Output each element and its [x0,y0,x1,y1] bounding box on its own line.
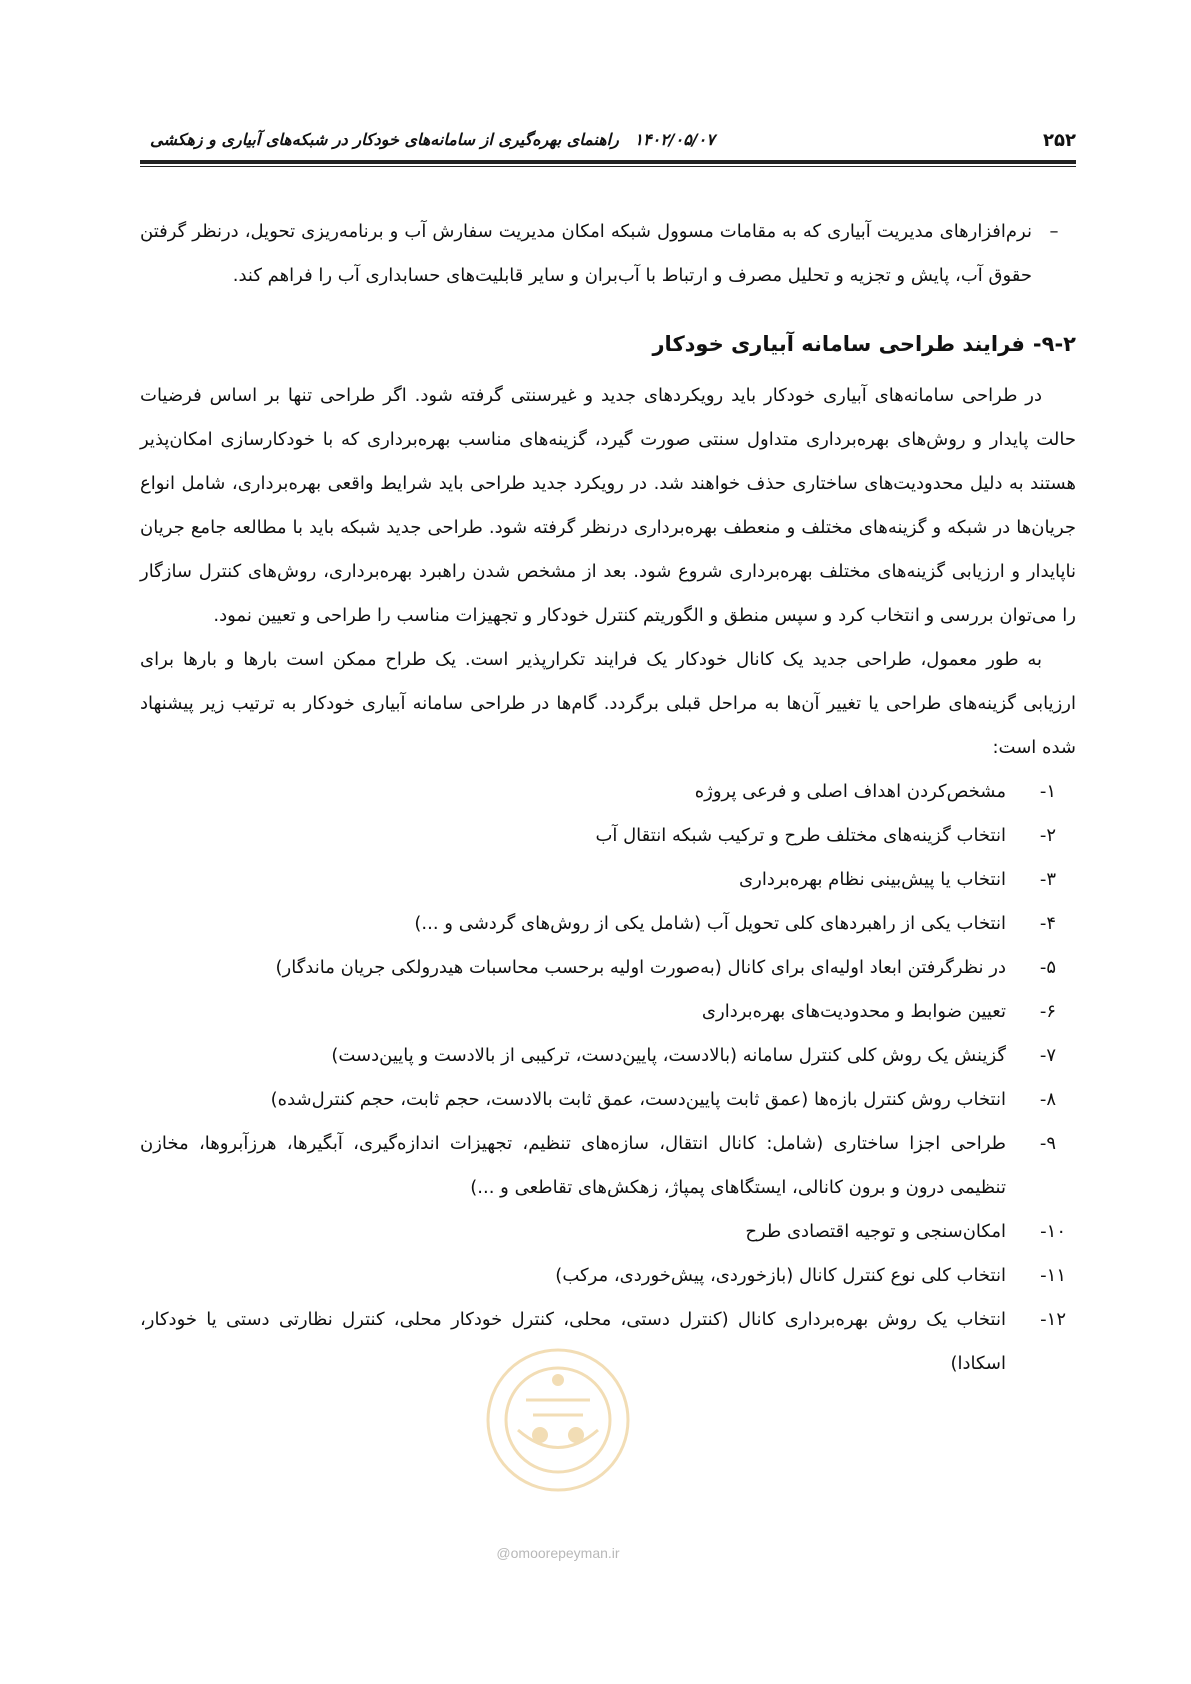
step-number: ۱۲- [1040,1309,1066,1330]
step-number: ۴- [1039,913,1056,934]
step-text: مشخص‌کردن اهداف اصلی و فرعی پروژه [694,781,1006,802]
step-item [140,1254,1076,1298]
step-item [140,1122,1076,1210]
step-text: انتخاب کلی نوع کنترل کانال (بازخوردی، پیش‌خوردی، مرکب) [555,1265,1006,1286]
step-item [140,1078,1076,1122]
section-heading [140,322,1076,366]
running-title [140,130,715,149]
step-number: ۶- [1039,1001,1056,1022]
step-number: ۱۰- [1040,1221,1066,1242]
step-number: ۷- [1039,1045,1056,1066]
step-text: گزینش یک روش کلی کنترل سامانه (بالادست، پایین‌دست، ترکیبی از بالادست و پایین‌دست) [331,1045,1006,1066]
step-item [140,1210,1076,1254]
step-number: ۳- [1039,869,1056,890]
bullet-text: نرم‌افزارهای مدیریت آبیاری که به مقامات مسوول شبکه امکان مدیریت سفارش آب و برنامه‌ریزی تحویل، درنظر گرفتن حقوق آب، پایش و تجزیه و تحلیل مصرف و ارتباط با آب‌بران و سایر قابلیت‌های حسابداری آب را فراهم کند. [140,221,1032,286]
step-item [140,814,1076,858]
bullet-item [140,210,1076,298]
header-rule-thin [140,166,1076,167]
paragraph-2: به طور معمول، طراحی جدید یک کانال خودکار یک فرایند تکرارپذیر است. یک طراح ممکن است بارها و بارها برای ارزیابی گزینه‌های طراحی یا تغییر آن‌ها به مراحل قبلی برگردد. گام‌ها در طراحی سامانه آبیاری خودکار به ترتیب زیر پیشنهاد شده است: [140,649,1076,758]
step-text: انتخاب یا پیش‌بینی نظام بهره‌برداری [739,869,1006,890]
step-item [140,1034,1076,1078]
step-text: انتخاب یکی از راهبردهای کلی تحویل آب (شامل یکی از روش‌های گردشی و ...) [414,913,1006,934]
step-item [140,902,1076,946]
header-title: راهنمای بهره‌گیری از سامانه‌های خودکار در شبکه‌های آبیاری و زهکشی [150,130,619,149]
step-number: ۹- [1039,1133,1056,1154]
step-number: ۲- [1039,825,1056,846]
page-number: ۲۵۲ [1043,130,1076,151]
step-text: تعیین ضوابط و محدودیت‌های بهره‌برداری [701,1001,1006,1022]
section-title: فرایند طراحی سامانه آبیاری خودکار [652,332,1025,356]
step-item [140,858,1076,902]
step-text: طراحی اجزا ساختاری (شامل: کانال انتقال، سازه‌های تنظیم، تجهیزات اندازه‌گیری، آبگیرها، هرزآبروها، مخازن تنظیمی درون و برون کانالی، ایستگاهای پمپاژ، زهکش‌های تقاطعی و ...) [140,1133,1006,1198]
step-text: انتخاب گزینه‌های مختلف طرح و ترکیب شبکه انتقال آب [595,825,1006,846]
paragraph-1: در طراحی سامانه‌های آبیاری خودکار باید رویکردهای جدید و غیرسنتی گرفته شود. اگر طراحی تنها بر اساس فرضیات حالت پایدار و روش‌های بهره‌برداری متداول سنتی صورت گیرد، گزینه‌های مناسب بهره‌برداری که با خودکارسازی امکان‌پذیر هستند به دلیل محدودیت‌های ساختاری حذف خواهند شد. در رویکرد جدید طراحی باید شرایط واقعی بهره‌برداری، شامل انواع جریان‌ها در شبکه و گزینه‌های مختلف و منعطف بهره‌برداری درنظر گرفته شود. طراحی جدید شبکه باید با مطالعه جامع جریان ناپایدار و ارزیابی گزینه‌های مختلف بهره‌برداری شروع شود. بعد از مشخص شدن راهبرد بهره‌برداری، روش‌های کنترل سازگار را می‌توان بررسی و انتخاب کرد و سپس منطق و الگوریتم کنترل خودکار و تجهیزات مناسب را طراحی و تعیین نمود. [140,385,1076,626]
section-number: ۹-۲- [1032,332,1076,356]
step-text: در نظرگرفتن ابعاد اولیه‌ای برای کانال (به‌صورت اولیه برحسب محاسبات هیدرولکی جریان ماندگار) [275,957,1006,978]
step-text: انتخاب روش کنترل بازه‌ها (عمق ثابت پایین‌دست، عمق ثابت بالادست، حجم ثابت، حجم کنترل‌شده) [270,1089,1006,1110]
body-text [140,210,1076,1386]
steps-list [140,770,1076,1386]
step-text: امکان‌سنجی و توجیه اقتصادی طرح [745,1221,1006,1242]
step-item [140,946,1076,990]
bullet-marker: – [1049,221,1059,242]
watermark-seal-icon [478,1340,638,1500]
running-header [140,126,1076,160]
step-number: ۱- [1039,781,1056,802]
header-rule-thick [140,160,1076,164]
step-item [140,990,1076,1034]
step-item [140,770,1076,814]
header-date: ۱۴۰۲/۰۵/۰۷ [634,130,715,149]
step-number: ۵- [1039,957,1056,978]
step-number: ۱۱- [1040,1265,1066,1286]
step-text: انتخاب یک روش بهره‌برداری کانال (کنترل دستی، محلی، کنترل خودکار محلی، کنترل نظارتی دستی یا خودکار، اسکادا) [140,1309,1006,1374]
watermark-site: @omoorepeyman.ir [496,1545,620,1561]
step-number: ۸- [1039,1089,1056,1110]
